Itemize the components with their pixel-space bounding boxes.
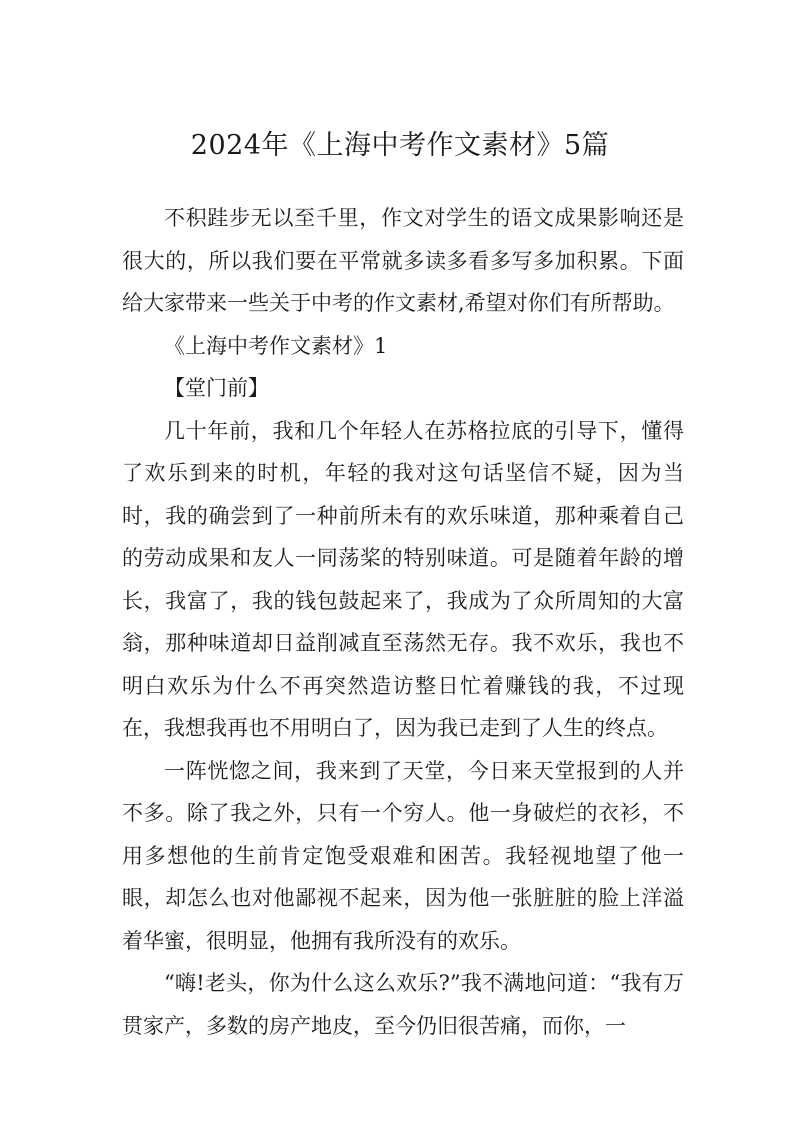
intro-paragraph: 不积跬步无以至千里，作文对学生的语文成果影响还是很大的，所以我们要在平常就多读多看多写多加积累。下面给大家带来一些关于中考的作文素材,希望对你们有所帮助。 (122, 206, 684, 315)
document-body (122, 197, 684, 1047)
body-paragraph: 几十年前，我和几个年轻人在苏格拉底的引导下，懂得了欢乐到来的时机，年轻的我对这句话坚信不疑，因为当时，我的确尝到了一种前所未有的欢乐味道，那种乘着自己的劳动成果和友人一同荡桨的特别味道。可是随着年龄的增长，我富了，我的钱包鼓起来了，我成为了众所周知的大富翁，那种味道却日益削减直至荡然无存。我不欢乐，我也不明白欢乐为什么不再突然造访整日忙着赚钱的我，不过现在，我想我再也不用明白了，因为我已走到了人生的终点。 (122, 418, 684, 740)
body-paragraph: 一阵恍惚之间，我来到了天堂，今日来天堂报到的人并不多。除了我之外，只有一个穷人。他一身破烂的衣衫，不用多想他的生前肯定饱受艰难和困苦。我轻视地望了他一眼，却怎么也对他鄙视不起来，因为他一张脏脏的脸上洋溢着华蜜，很明显，他拥有我所没有的欢乐。 (122, 758, 684, 953)
essay-title: 【堂门前】 (164, 376, 269, 400)
document-title: 2024年《上海中考作文素材》5篇 (190, 130, 610, 161)
section-heading: 《上海中考作文素材》1 (164, 333, 388, 358)
body-paragraph: “嗨!老头，你为什么这么欢乐?”我不满地问道：“我有万贯家产，多数的房产地皮，至今仍旧很苦痛，而你，一 (122, 971, 684, 1038)
